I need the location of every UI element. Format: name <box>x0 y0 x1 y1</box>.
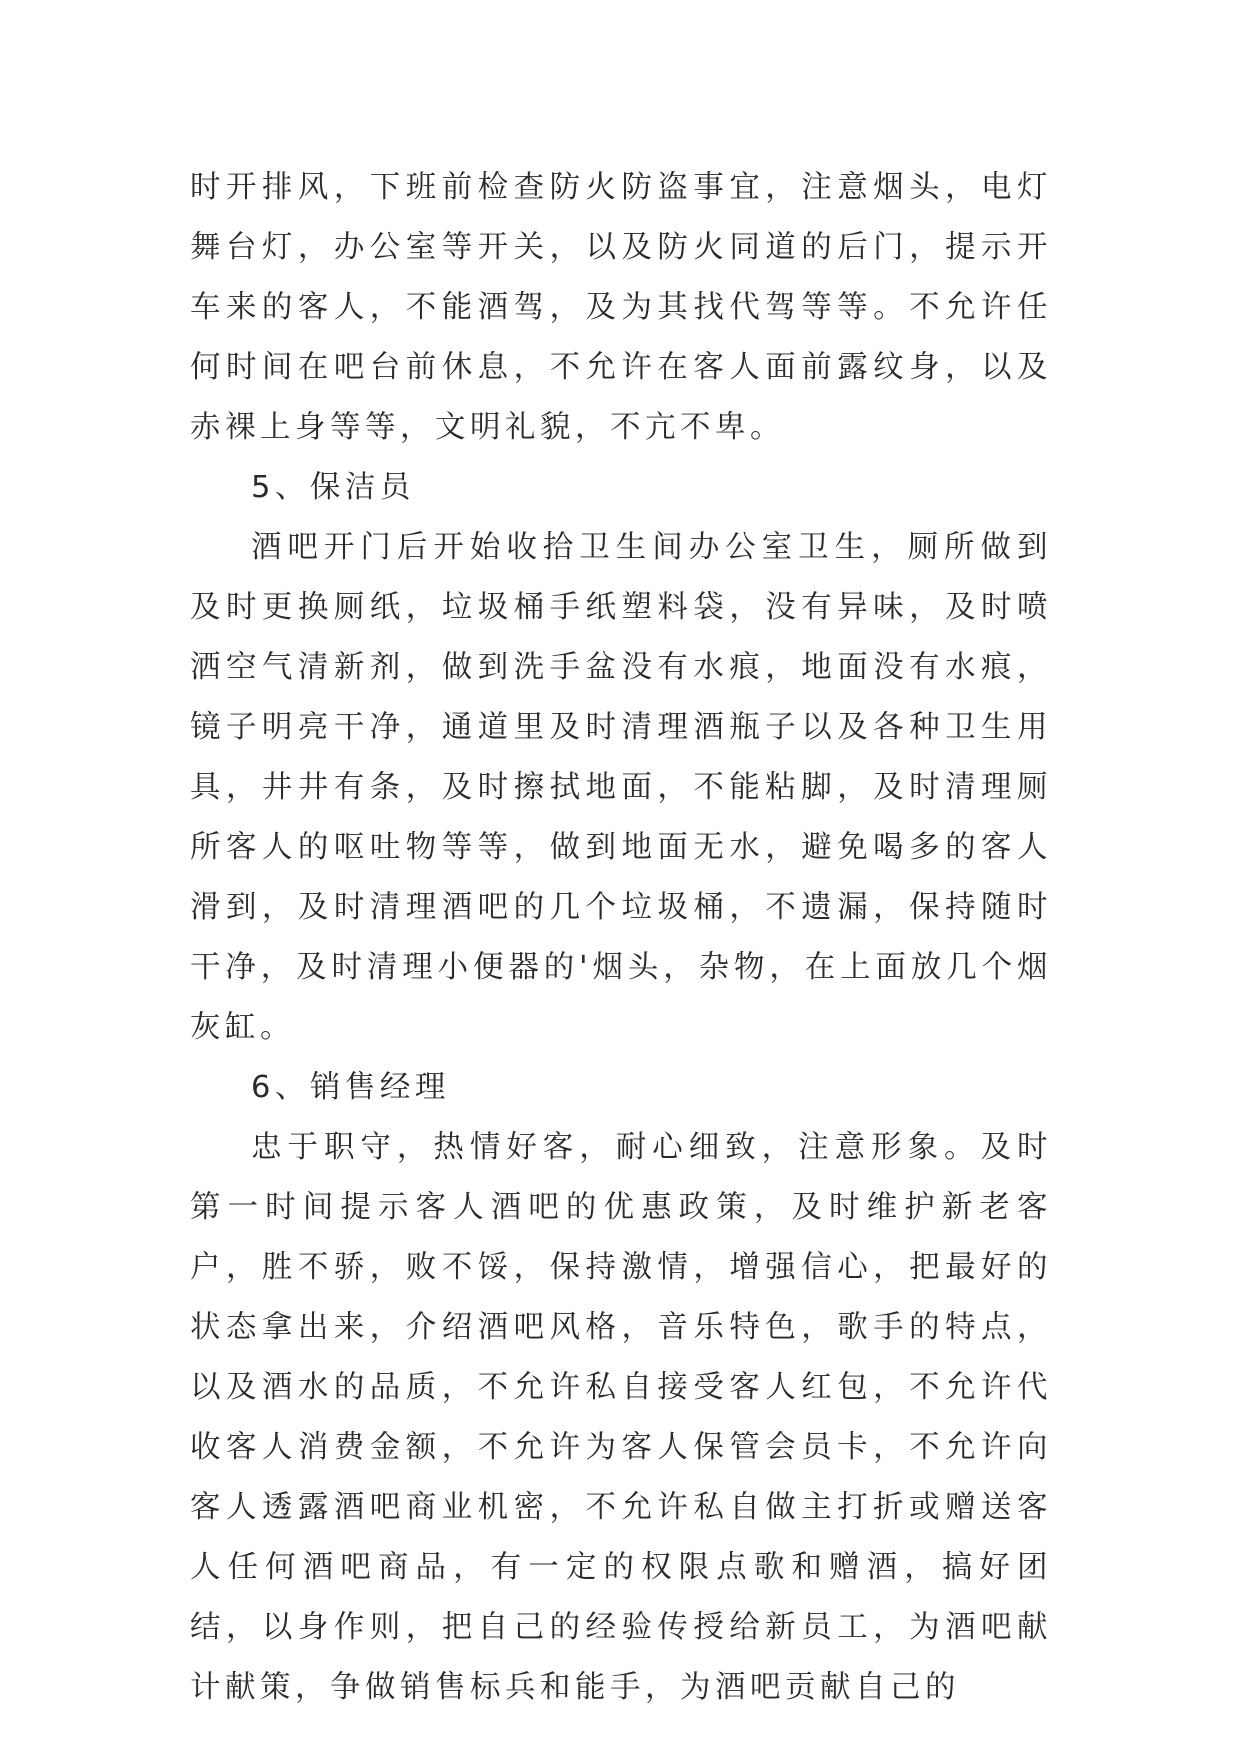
document-body <box>190 158 1052 1718</box>
paragraph-continuation: 时开排风，下班前检查防火防盗事宜，注意烟头，电灯舞台灯，办公室等开关，以及防火同道的后门，提示开车来的客人，不能酒驾，及为其找代驾等等。不允许任何时间在吧台前休息，不允许在客人面前露纹身，以及赤裸上身等等，文明礼貌，不亢不卑。 <box>190 170 1052 445</box>
paragraph-sales-manager-duties: 忠于职守，热情好客，耐心细致，注意形象。及时第一时间提示客人酒吧的优惠政策，及时维护新老客户，胜不骄，败不馁，保持激情，增强信心，把最好的状态拿出来，介绍酒吧风格，音乐特色，歌手的特点，以及酒水的品质，不允许私自接受客人红包，不允许代收客人消费金额，不允许为客人保管会员卡，不允许向客人透露酒吧商业机密，不允许私自做主打折或赠送客人任何酒吧商品，有一定的权限点歌和赠酒，搞好团结，以身作则，把自己的经验传授给新员工，为酒吧献计献策，争做销售标兵和能手，为酒吧贡献自己的 <box>190 1130 1052 1705</box>
paragraph-cleaner-duties: 酒吧开门后开始收拾卫生间办公室卫生，厕所做到及时更换厕纸，垃圾桶手纸塑料袋，没有异味，及时喷洒空气清新剂，做到洗手盆没有水痕，地面没有水痕，镜子明亮干净，通道里及时清理酒瓶子以及各种卫生用具，井井有条，及时擦拭地面，不能粘脚，及时清理厕所客人的呕吐物等等，做到地面无水，避免喝多的客人滑到，及时清理酒吧的几个垃圾桶，不遗漏，保持随时干净，及时清理小便器的'烟头，杂物，在上面放几个烟灰缸。 <box>190 530 1052 1045</box>
section-heading-sales-manager: 6、销售经理 <box>251 1070 450 1105</box>
section-heading-cleaner: 5、保洁员 <box>251 470 415 505</box>
